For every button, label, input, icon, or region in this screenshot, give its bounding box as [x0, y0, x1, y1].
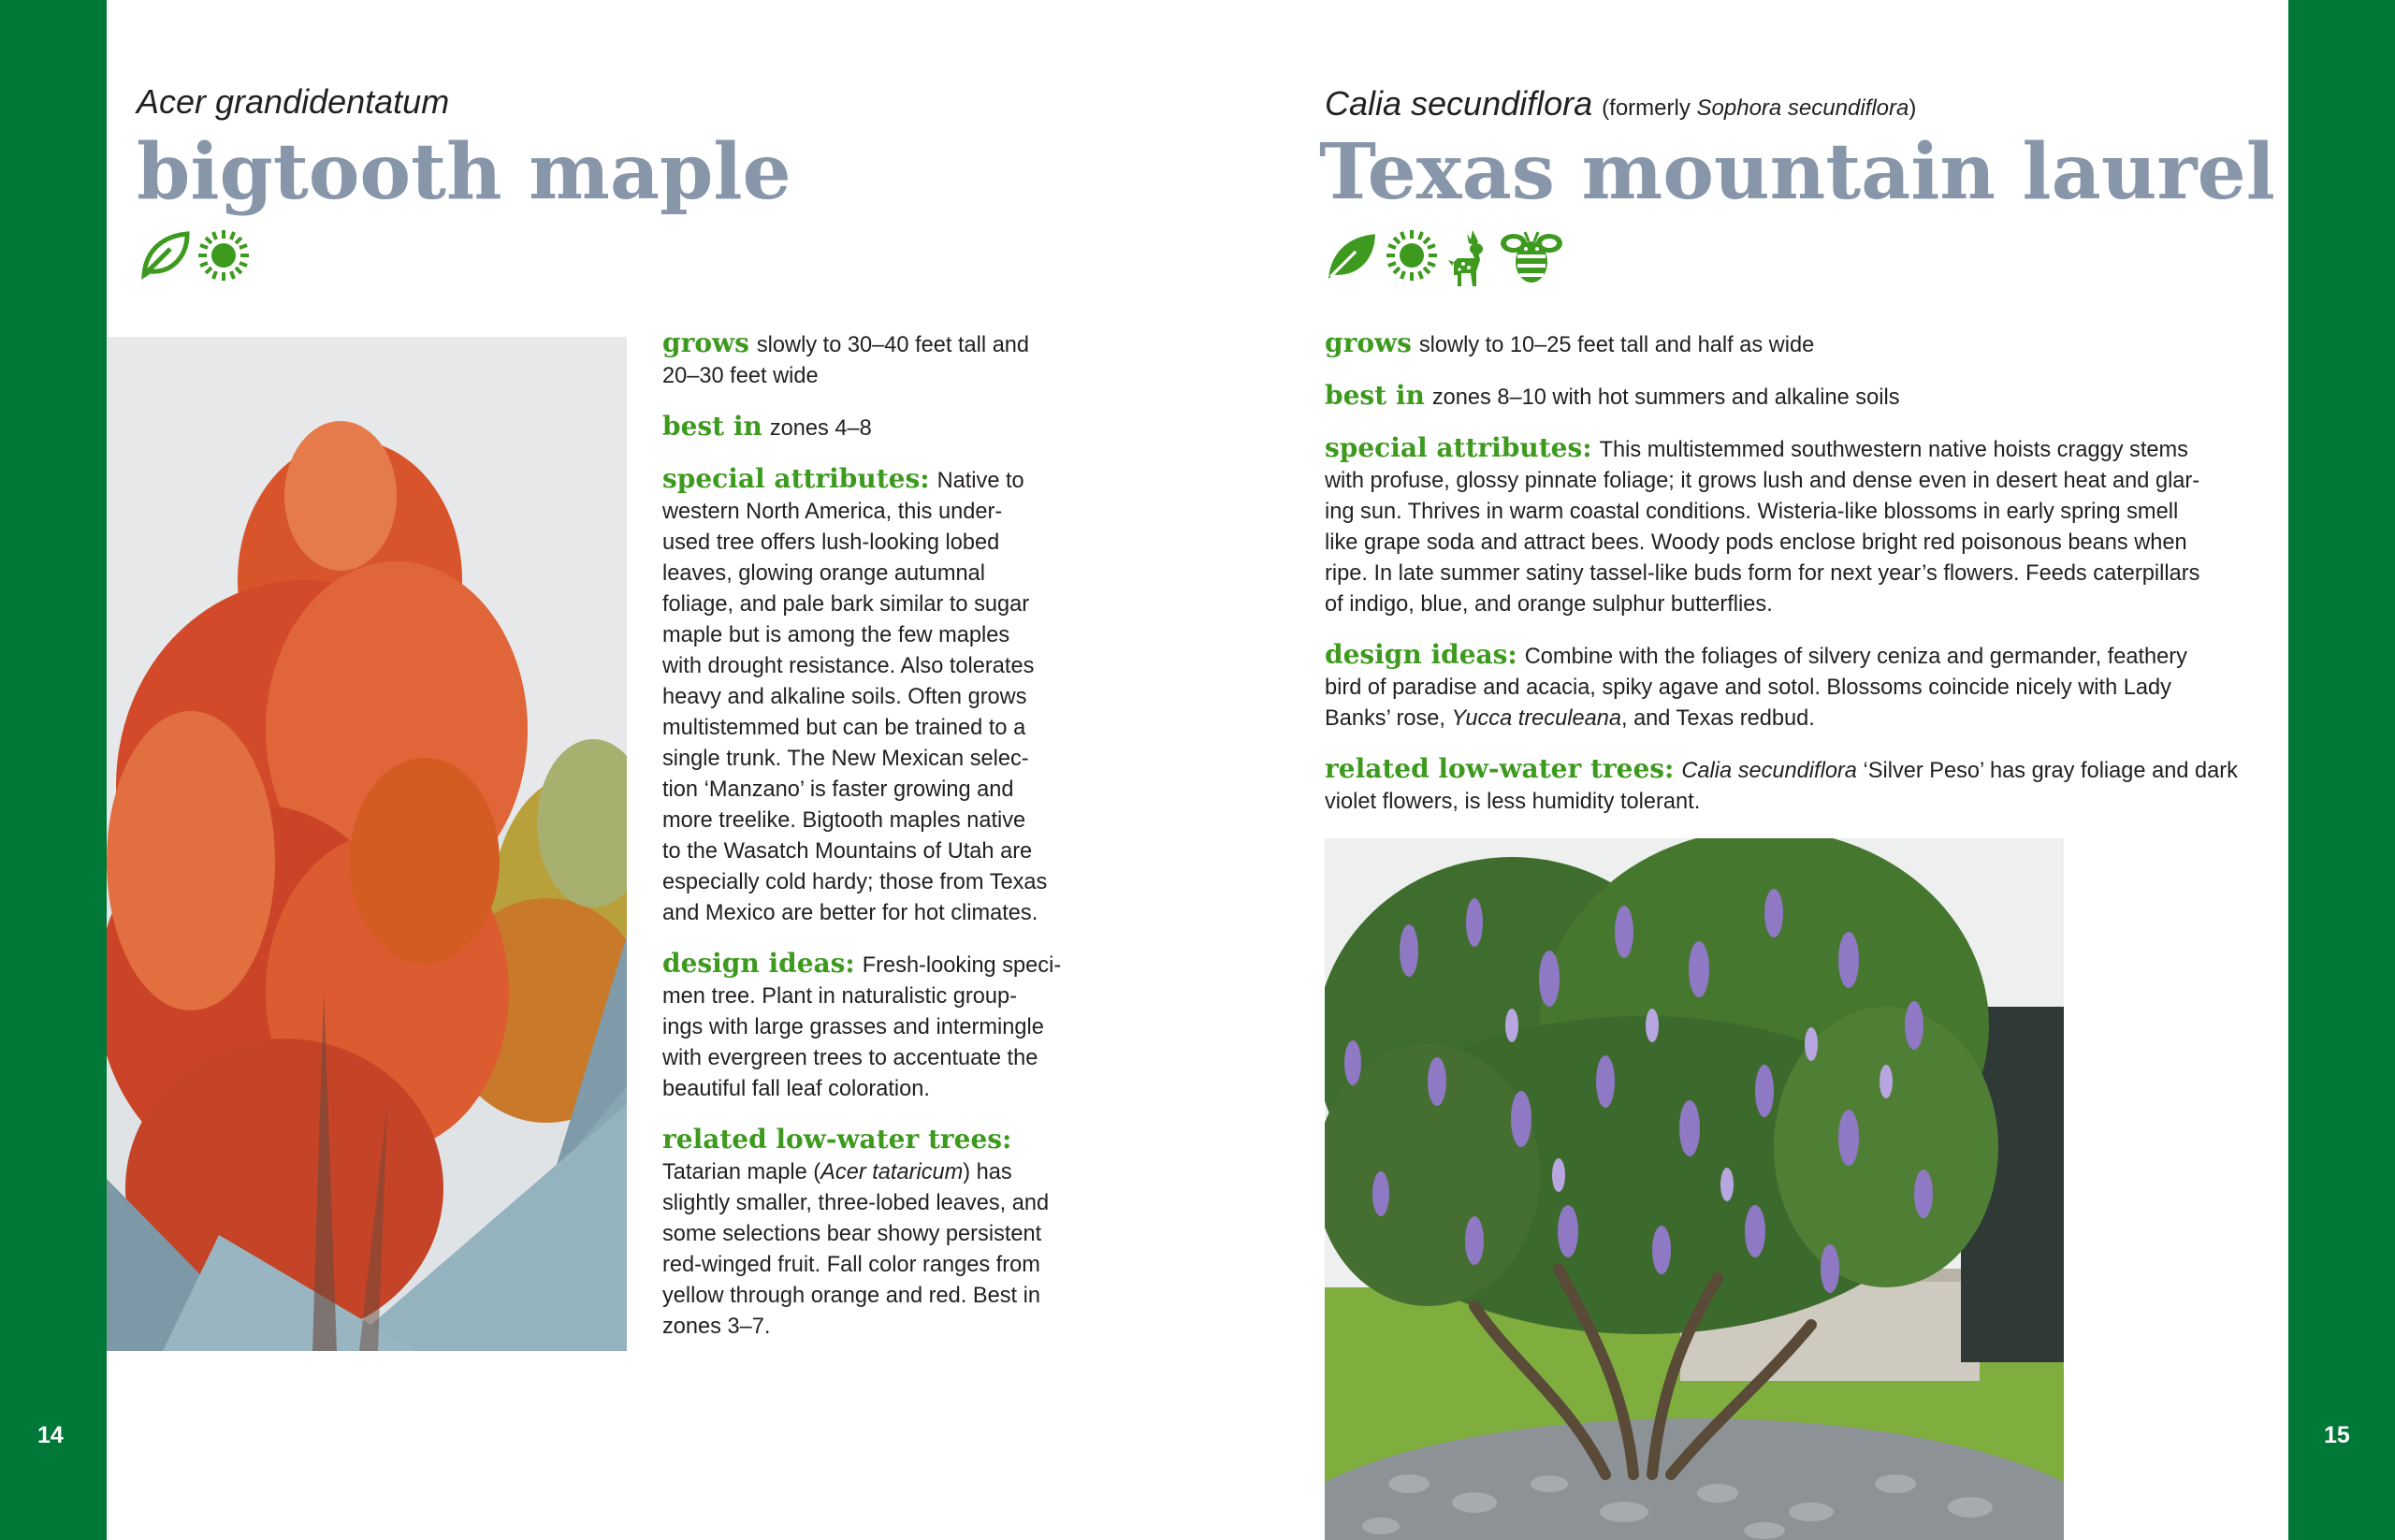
design-line: with evergreen trees to accentuate the: [662, 1046, 1038, 1070]
best-in-label-left: best in: [662, 411, 762, 442]
related-line: zones 3–7.: [662, 1315, 771, 1339]
special-line: more treelike. Bigtooth maples native: [662, 808, 1026, 833]
leaf-solid-icon: [1325, 228, 1379, 283]
special-line: like grape soda and attract bees. Woody pods enclose bright red poisonous beans when: [1325, 530, 2187, 555]
common-name-right: Texas mountain laurel: [1319, 127, 2275, 217]
special-attributes-section-right: [1325, 432, 2260, 620]
special-line: single trunk. The New Mexican selec-: [662, 747, 1029, 771]
related-intro-a: Tatarian maple (: [662, 1160, 821, 1184]
special-line: to the Wasatch Mountains of Utah are: [662, 839, 1033, 864]
related-line: red-winged fruit. Fall color ranges from: [662, 1253, 1040, 1277]
best-in-section-left: [662, 411, 1093, 444]
design-line: ings with large grasses and intermingle: [662, 1015, 1044, 1039]
grows-label-right: grows: [1325, 327, 1412, 358]
special-line: ing sun. Thrives in warm coastal conditions. Wisteria-like blossoms in early spring smell: [1325, 500, 2179, 524]
special-line: foliage, and pale bark similar to sugar: [662, 592, 1030, 617]
related-section-left: [662, 1124, 1093, 1343]
special-line: leaves, glowing orange autumnal: [662, 561, 985, 586]
special-line: Native to: [936, 469, 1024, 493]
related-line: yellow through orange and red. Best in: [662, 1284, 1040, 1308]
special-line: with drought resistance. Also tolerates: [662, 654, 1035, 678]
botanical-note-italic: Sophora secundiflora: [1696, 95, 1909, 121]
related-label-left: related low-water trees:: [662, 1124, 1012, 1155]
related-line-1b-right: ‘Silver Peso’ has gray foliage and dark: [1856, 759, 2238, 783]
laurel-description: [1325, 327, 2260, 836]
bee-icon: [1501, 228, 1562, 286]
design-line: men tree. Plant in naturalistic group-: [662, 984, 1017, 1009]
related-line: slightly smaller, three-lobed leaves, and: [662, 1191, 1050, 1215]
best-in-text-left: zones 4–8: [769, 416, 872, 441]
special-line: used tree offers lush-looking lobed: [662, 530, 1000, 555]
icon-row-right: [1325, 228, 1562, 290]
grows-section-left: [662, 327, 1093, 392]
botanical-name-right: [1325, 84, 1916, 123]
related-line-2-right: violet flowers, is less humidity tolerant.: [1325, 790, 1701, 814]
related-intro-b: ) has: [963, 1160, 1012, 1184]
related-line: some selections bear showy persistent: [662, 1222, 1042, 1246]
special-attributes-label-right: special attributes:: [1325, 432, 1592, 463]
maple-description: [662, 327, 1093, 1361]
design-line: Fresh-looking speci-: [862, 953, 1062, 978]
design-line-3b: , and Texas redbud.: [1620, 706, 1815, 731]
page-number-right: 15: [2324, 1422, 2350, 1448]
special-line: This multistemmed southwestern native hoists craggy stems: [1599, 438, 2188, 462]
special-line: especially cold hardy; those from Texas: [662, 870, 1048, 894]
design-line-2: bird of paradise and acacia, spiky agave and sotol. Blossoms coincide nicely with Lady: [1325, 676, 2171, 700]
grows-label-left: grows: [662, 327, 749, 358]
left-margin-band: [0, 0, 107, 1540]
best-in-label-right: best in: [1325, 380, 1425, 411]
design-line: beautiful fall leaf coloration.: [662, 1077, 930, 1101]
page-number-left: 14: [37, 1422, 64, 1448]
laurel-photo: [1325, 838, 2064, 1540]
grows-section-right: [1325, 327, 2260, 361]
related-intro-italic: Acer tataricum: [820, 1160, 964, 1184]
special-line: maple but is among the few maples: [662, 623, 1010, 647]
special-attributes-section-left: [662, 463, 1093, 929]
grows-line-2-left: 20–30 feet wide: [662, 364, 819, 388]
icon-row-left: [138, 228, 251, 283]
related-italic-right: Calia secundiflora: [1681, 759, 1857, 783]
botanical-name-right-text: Calia secundiflora: [1325, 84, 1593, 123]
special-line: ripe. In late summer satiny tassel-like buds form for next year’s flowers. Feeds caterpillars: [1325, 561, 2200, 586]
best-in-text-right: zones 8–10 with hot summers and alkaline soils: [1431, 385, 1900, 410]
design-ideas-label-left: design ideas:: [662, 948, 855, 979]
special-line: and Mexico are better for hot climates.: [662, 901, 1038, 925]
botanical-note: [1602, 95, 1916, 121]
grows-line-1-left: slowly to 30–40 feet tall and: [756, 333, 1030, 357]
best-in-section-right: [1325, 380, 2260, 414]
special-attributes-label-left: special attributes:: [662, 463, 930, 494]
special-line: western North America, this under-: [662, 500, 1003, 524]
botanical-note-b: ): [1909, 95, 1917, 121]
special-line: heavy and alkaline soils. Often grows: [662, 685, 1027, 709]
common-name-left: bigtooth maple: [137, 127, 791, 217]
sun-icon: [196, 228, 251, 283]
design-line-1: Combine with the foliages of silvery ceniza and germander, feathery: [1524, 645, 2187, 669]
design-line-3-italic: Yucca treculeana: [1451, 706, 1621, 731]
design-ideas-section-left: [662, 948, 1093, 1105]
design-ideas-label-right: design ideas:: [1325, 639, 1517, 670]
botanical-name-left: Acer grandidentatum: [137, 82, 450, 121]
special-line: with profuse, glossy pinnate foliage; it grows lush and dense even in desert heat and glar-: [1325, 469, 2200, 493]
special-line: of indigo, blue, and orange sulphur butterflies.: [1325, 592, 1773, 617]
related-label-right: related low-water trees:: [1325, 753, 1675, 784]
right-margin-band: [2288, 0, 2395, 1540]
related-section-right: [1325, 753, 2260, 818]
maple-photo: [107, 337, 627, 1351]
leaf-outline-icon: [138, 228, 191, 281]
special-line: tion ‘Manzano’ is faster growing and: [662, 777, 1014, 802]
design-ideas-section-right: [1325, 639, 2260, 734]
sun-icon: [1385, 228, 1439, 283]
design-line-3a: Banks’ rose,: [1325, 706, 1452, 731]
special-line: multistemmed but can be trained to a: [662, 716, 1026, 740]
deer-icon: [1444, 228, 1495, 290]
grows-text-right: slowly to 10–25 feet tall and half as wide: [1418, 333, 1815, 357]
botanical-note-a: (formerly: [1602, 95, 1697, 121]
